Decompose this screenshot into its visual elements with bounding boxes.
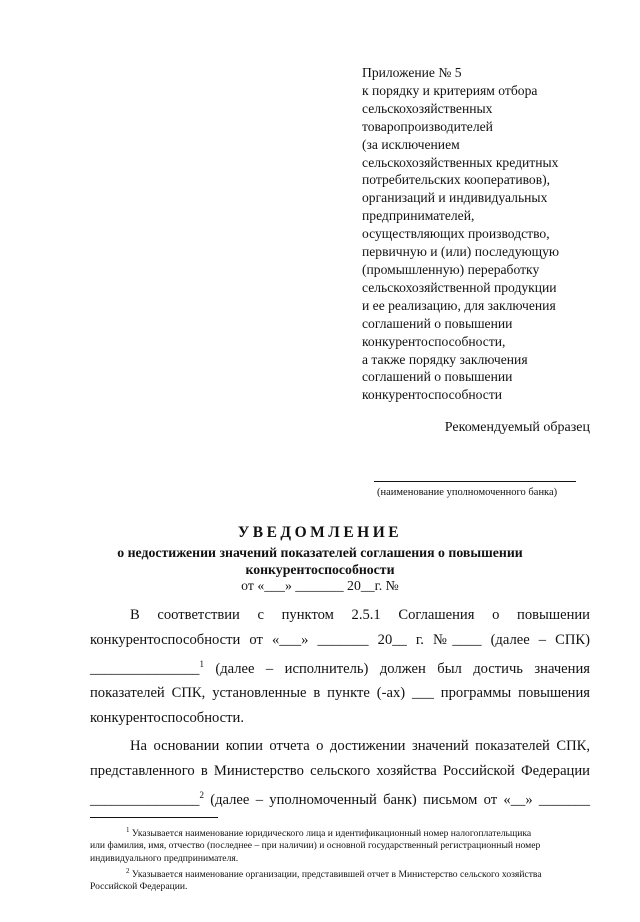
- subtitle-line: о недостижении значений показателей соглашения о повышении: [117, 545, 523, 560]
- footnote-line: Российской Федерации.: [90, 881, 188, 893]
- footnote-ref: 2: [199, 790, 204, 801]
- body-line-rest: (далее – исполнитель) должен был достичь значения: [203, 660, 590, 677]
- appendix-line: и ее реализацию, для заключения: [362, 297, 556, 313]
- footnote-separator: [90, 817, 218, 818]
- body-line: [90, 652, 590, 681]
- executor-blank: _______________: [90, 660, 200, 677]
- appendix-block: [362, 64, 622, 404]
- bank-caption: (наименование уполномоченного банка): [377, 487, 558, 498]
- sample-label: Рекомендуемый образец: [444, 420, 590, 435]
- appendix-line: сельскохозяйственных кредитных: [362, 154, 559, 170]
- body-line: [90, 783, 590, 812]
- subtitle-line: конкурентоспособности: [245, 562, 395, 577]
- body-line: На основании копии отчета о достижении значений показателей СПК,: [130, 738, 590, 755]
- body-text: [90, 603, 590, 813]
- footnote-text: Указывается наименование организации, представившей отчет в Министерство сельского хозяйства: [129, 868, 542, 880]
- footnotes: [90, 824, 592, 893]
- appendix-line: Приложение № 5: [362, 65, 462, 80]
- body-line: представленного в Министерство сельского хозяйства Российской Федерации: [90, 762, 590, 779]
- appendix-line: к порядку и критериям отбора: [362, 82, 538, 98]
- footnote-line: индивидуального предпринимателя.: [90, 852, 239, 864]
- organization-blank: _______________: [90, 792, 200, 809]
- footnote-line: [90, 865, 592, 881]
- body-line: конкурентоспособности.: [90, 709, 244, 726]
- appendix-line: сельскохозяйственных: [362, 100, 493, 116]
- appendix-line: организаций и индивидуальных: [362, 190, 548, 206]
- appendix-line: первичную и (или) последующую: [362, 244, 560, 260]
- footnote-line: [90, 824, 592, 840]
- footnote-line: или фамилия, имя, отчество (последнее – при наличии) и основной государственный регистрационный номер: [90, 840, 541, 852]
- body-line: В соответствии с пунктом 2.5.1 Соглашения о повышении: [130, 607, 590, 623]
- appendix-line: соглашений о повышении: [362, 369, 513, 385]
- body-line-rest: (далее – уполномоченный банк) письмом от «__» _______: [203, 792, 590, 809]
- appendix-line: предпринимателей,: [362, 208, 475, 224]
- footnote-ref: 1: [199, 659, 204, 669]
- footnote-text: Указывается наименование юридического лица и идентификационный номер налогоплательщика: [129, 828, 532, 840]
- bank-name-line: [374, 481, 576, 482]
- appendix-line: осуществляющих производство,: [362, 226, 550, 242]
- appendix-line: а также порядку заключения: [362, 351, 528, 367]
- appendix-line: (за исключением: [362, 136, 460, 152]
- appendix-line: товаропроизводителей: [362, 118, 493, 134]
- body-line: показателей СПК, установленные в пункте (-ах) ___ программы повышения: [90, 685, 590, 702]
- appendix-line: соглашений о повышении: [362, 315, 513, 331]
- appendix-line: сельскохозяйственной продукции: [362, 279, 557, 295]
- appendix-line: конкурентоспособности,: [362, 333, 506, 349]
- appendix-line: (промышленную) переработку: [362, 261, 540, 277]
- document-subtitle: [0, 544, 640, 578]
- footnote-number: 2: [126, 866, 130, 875]
- date-number-line: от «___» _______ 20__г. №: [241, 578, 399, 593]
- body-line: конкурентоспособности от «___» _______ 20__ г. №____ (далее – СПК): [90, 631, 590, 648]
- appendix-line: потребительских кооперативов),: [362, 172, 551, 188]
- footnote-number: 1: [126, 826, 130, 834]
- appendix-line: конкурентоспособности: [362, 387, 503, 403]
- document-title: УВЕДОМЛЕНИЕ: [237, 524, 403, 541]
